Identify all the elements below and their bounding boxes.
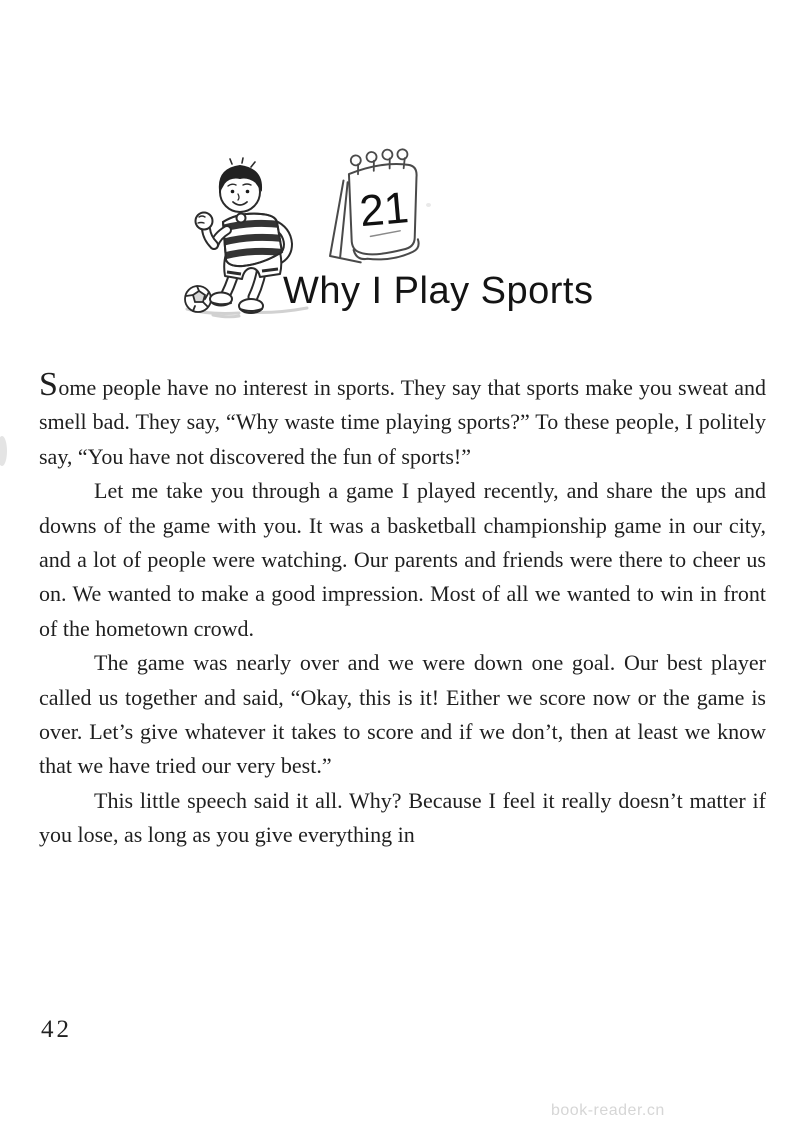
- collar-button: [237, 214, 246, 223]
- page-number: 42: [41, 1016, 72, 1043]
- boy-head: [220, 158, 261, 212]
- flip-calendar-icon: [306, 140, 442, 276]
- chapter-number: 21: [357, 183, 411, 237]
- soccer-ball-icon: [185, 286, 211, 312]
- scan-smudge: [0, 436, 7, 466]
- paragraph-3: The game was nearly over and we were down one goal. Our best player called us together and said, “Okay, this is it! Either we score now or the game is over. Let’s give whatever it takes to score and if we don’t, then at least we know that we have tried our very best.”: [39, 650, 766, 779]
- scan-speck: [426, 203, 431, 207]
- article-body: [39, 366, 766, 853]
- paragraph-4: This little speech said it all. Why? Because I feel it really doesn’t matter if you lose, as long as you give everything in: [39, 787, 766, 848]
- calendar-icon: [306, 140, 442, 276]
- watermark: book-reader.cn: [551, 1102, 665, 1119]
- paragraph-1: [39, 366, 766, 474]
- chapter-title: Why I Play Sports: [283, 270, 594, 312]
- paragraph-2: Let me take you through a game I played recently, and share the ups and downs of the game with you. It was a basketball championship game in our city, and a lot of people were watching. Our parents and friends were there to cheer us on. We wanted to make a good impression. Most of all we wanted to win in front of the hometown crowd.: [39, 478, 766, 641]
- paragraph-text: ome people have no interest in sports. They say that sports make you sweat and smell bad. They say, “Why waste time playing sports?” To these people, I politely say, “You have not discovered the fun of sports!”: [39, 375, 766, 469]
- drop-cap: S: [39, 366, 59, 403]
- front-arm: [196, 213, 228, 246]
